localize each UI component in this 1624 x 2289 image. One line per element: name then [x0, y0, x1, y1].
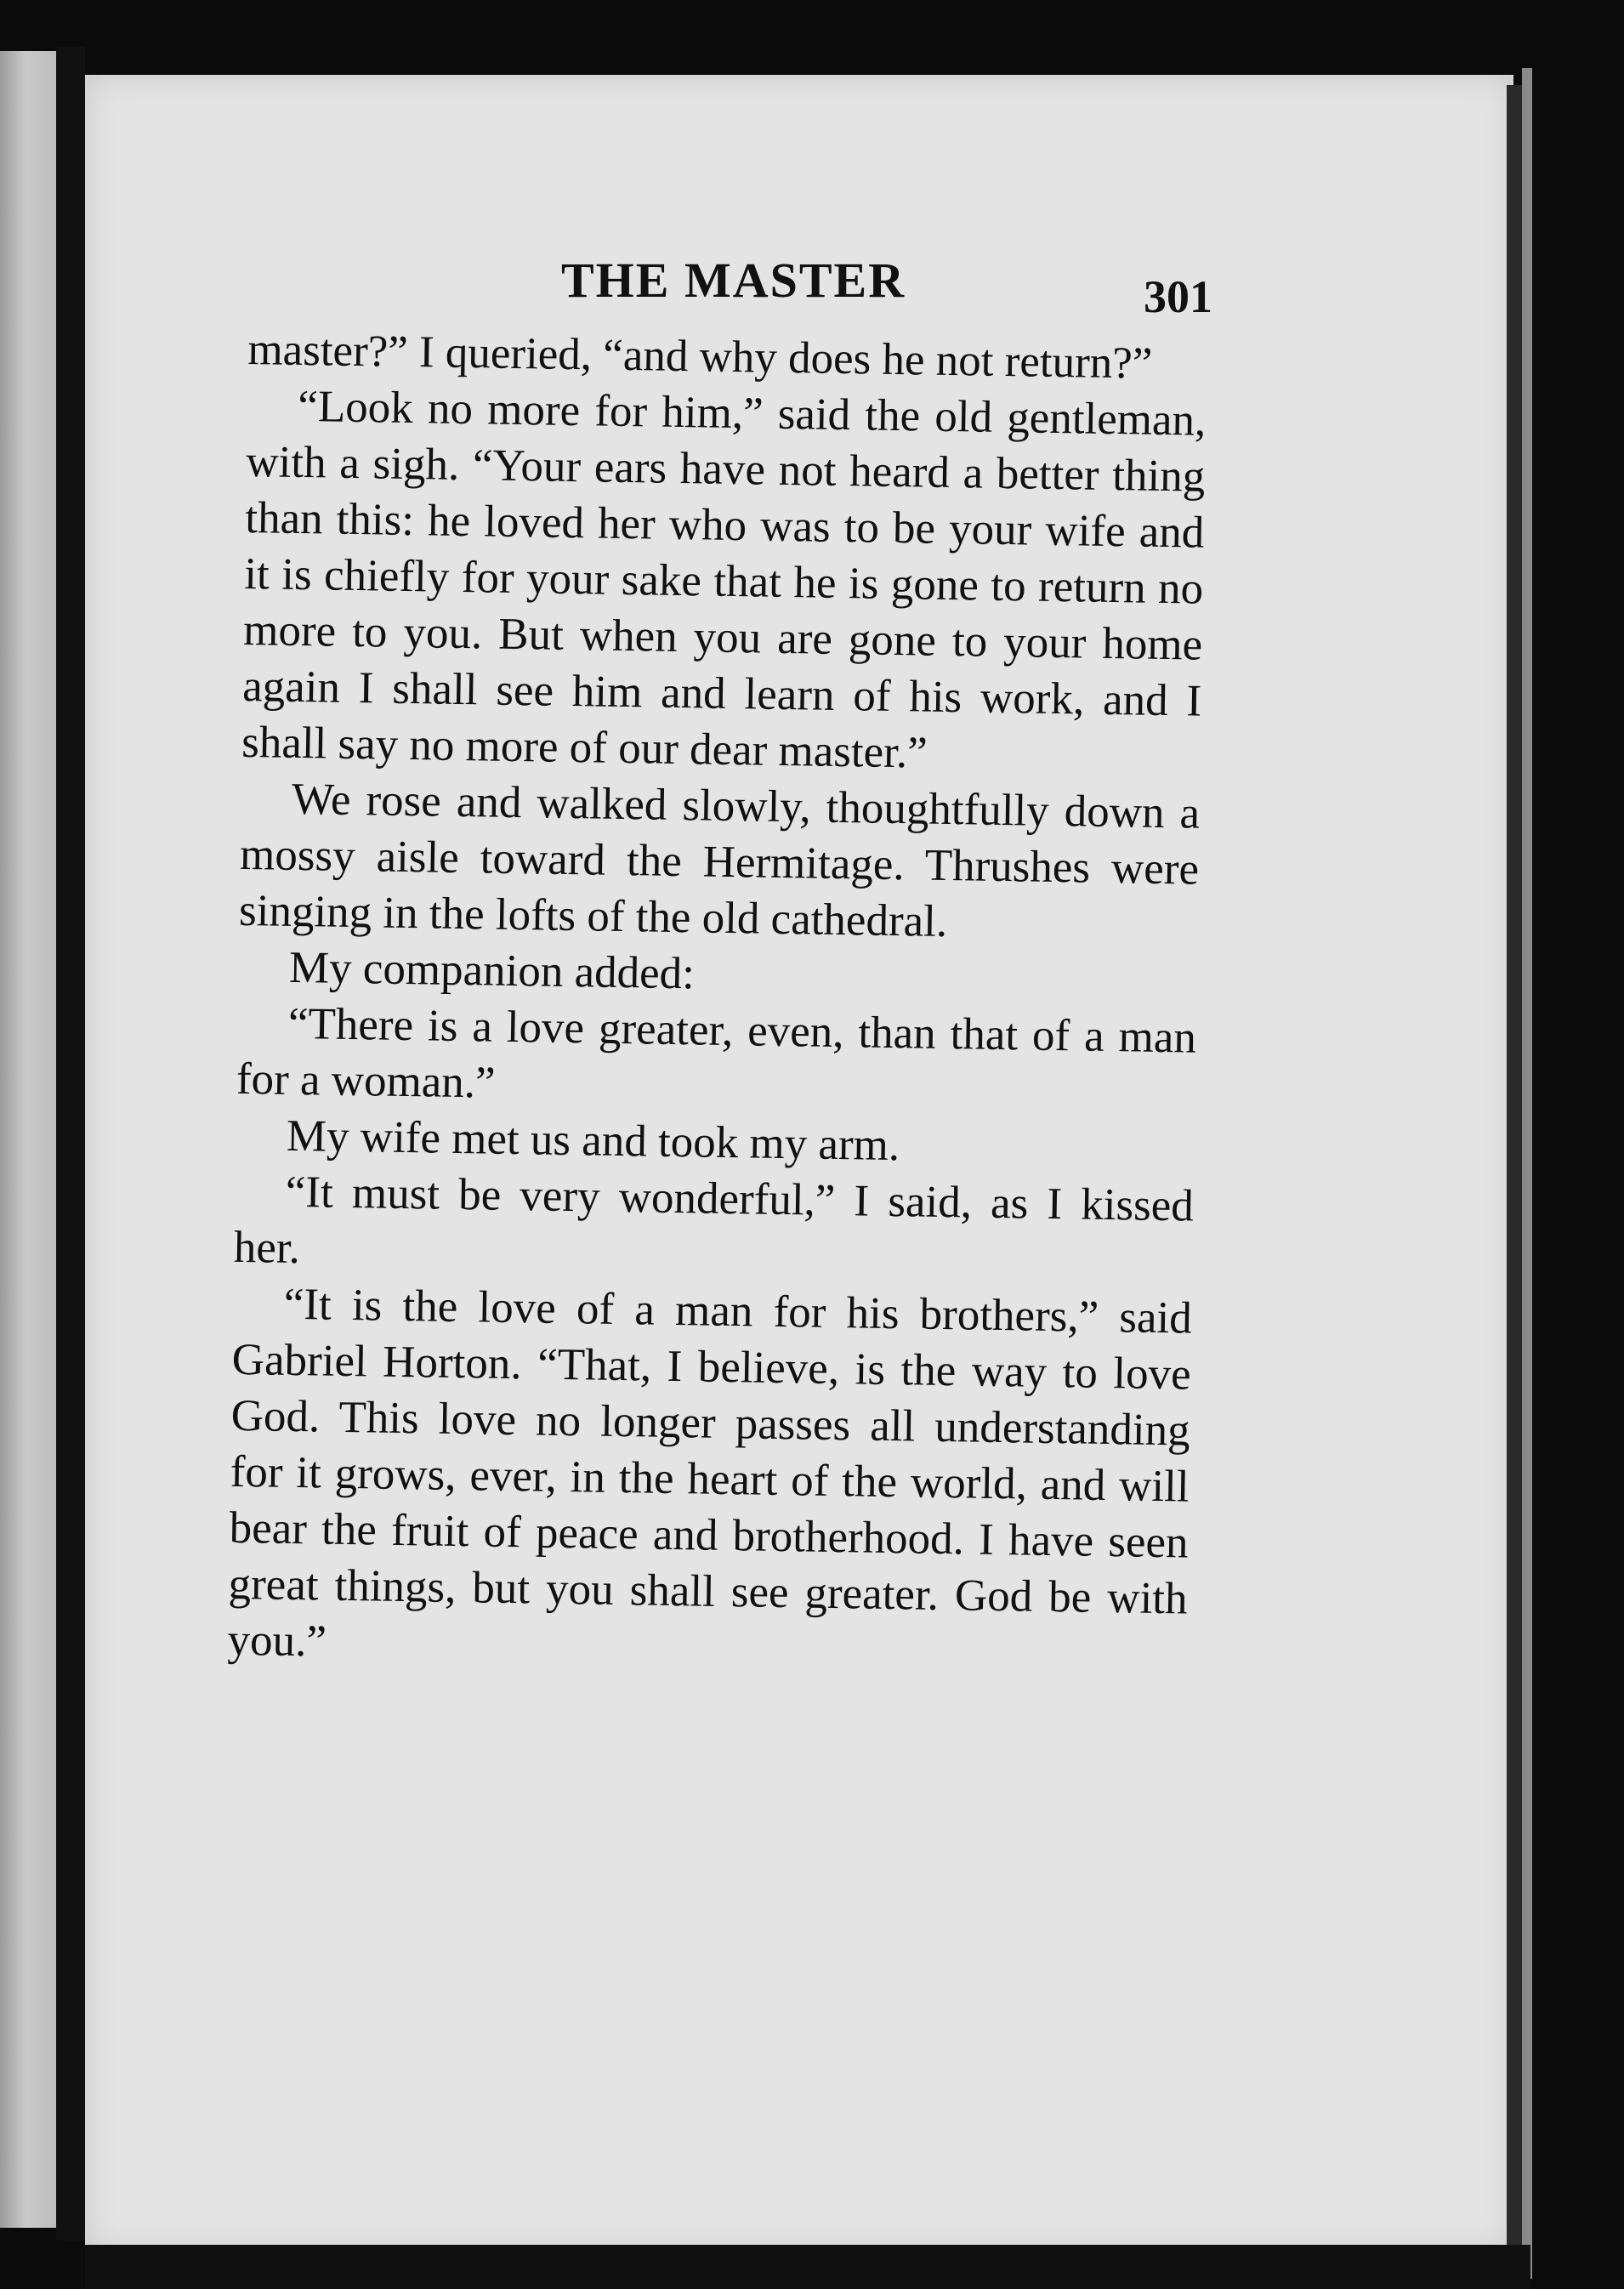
page-number: 301: [1144, 271, 1212, 322]
page-right-border: [1507, 85, 1522, 2262]
previous-page-edge: [0, 51, 56, 2228]
paragraph: “It must be very wonderful,” I said, as I kissed her.: [233, 1167, 1195, 1274]
bottom-shadow: [85, 2245, 1530, 2289]
body-text: [227, 321, 1207, 1684]
binding-shadow: [56, 47, 85, 2241]
running-head: THE MASTER: [561, 253, 906, 308]
paragraph: We rose and walked slowly, thoughtfully down a mossy aisle toward the Hermitage. Thrushes were singing in the lofts of the old cathedral.: [238, 774, 1201, 946]
paragraph: “It is the love of a man for his brothers,” said Gabriel Horton. “That, I believe, is the way to love God. This love no longer passes all understanding for it grows, ever, in the heart of the world, and will bear the fruit of peace and brotherhood. I have seen great things, but you shall see greater. God be with you.”: [227, 1279, 1193, 1667]
page-outer-edge: [1522, 68, 1532, 2279]
paragraph: “Look no more for him,” said the old gentleman, with a sigh. “Your ears have not heard a better thing than this: he loved her who was to be your wife and it is chiefly for your sake that he is gone to return no more to you. But when you are gone to your home again I shall see him and learn of his work, and I shall say no more of our dear master.”: [241, 381, 1207, 778]
paragraph: “There is a love greater, even, than that of a man for a woman.”: [236, 998, 1197, 1108]
paragraph: My companion added:: [288, 942, 696, 999]
paragraph: master?” I queried, “and why does he not return?”: [247, 324, 1153, 389]
paragraph: My wife met us and took my arm.: [286, 1110, 900, 1171]
